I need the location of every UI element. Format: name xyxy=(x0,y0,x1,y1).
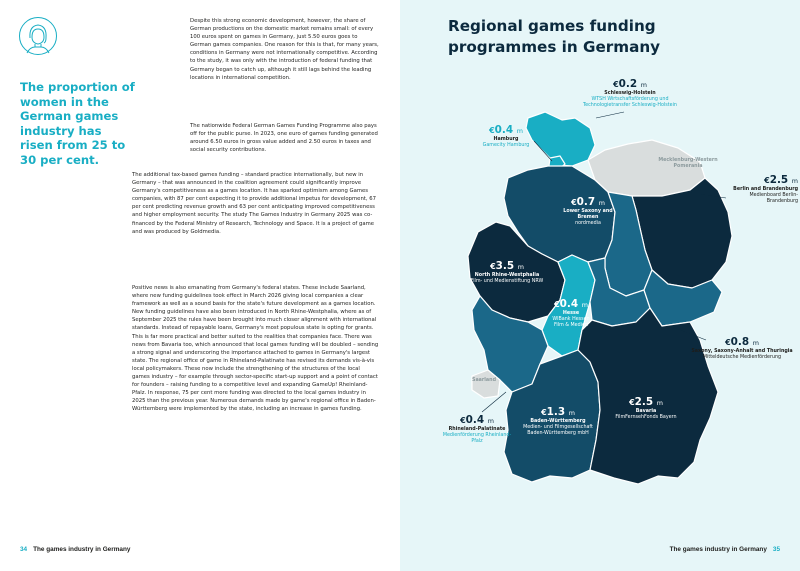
body-column-c xyxy=(132,171,379,244)
body-column-b xyxy=(190,122,379,162)
label-bavaria: €2.5 m Bavaria FilmFernsehFonds Bayern xyxy=(615,396,677,420)
page-number: 34 xyxy=(20,546,28,553)
paragraph: Despite this strong economic development, however, the share of German productions on the domestic market remains small: of every 100 euros spent on games in Germany, just 5.50 euros goes to German games companies. One reason for this is that, for many years, conditions in Germany were not internationally competitive. According to the study, it was only with the introduction of federal funding that Germany began to catch up, although it still lags behind the leading locations in international competition. xyxy=(190,18,379,81)
woman-avatar-icon xyxy=(18,16,58,56)
map-title: Regional games funding programmes in Germany xyxy=(448,17,661,56)
footer-title: The games industry in Germany xyxy=(669,546,767,553)
paragraph: The additional tax-based games funding – standard practice internationally, but new in Germany – that was announced in the coalition agreement could significantly improve Germany's competitiveness as a games location. It has sparked optimism among Games companies, with 87 per cent expecting it to provide additional impetus for development, 67 per cent predicting revenue growth and 63 per cent anticipating improved competitiveness and higher employment security. The study The Games Industry in Germany 2025 was co-financed by the Federal Ministry of Research, Technology and Space. It is a project of game and was produced by Goldmedia. xyxy=(132,172,376,235)
label-hesse: €0.4 m Hesse WIBank Hessen Film & Medien xyxy=(552,298,590,328)
footer-left xyxy=(20,546,130,553)
paragraph: Positive news is also emanating from Germany's federal states. These include Saarland, where new funding guidelines took effect in March 2026 giving local companies a clear framework as well as a sound basis for the state's future development as a games location. New funding guidelines have also been introduced in North Rhine-Westphalia, where as of September 2025 the rules have been brought into much closer alignment with international standards. Instead of repayable loans, Germany's most populous state is opting for grants. This is far more practical and better suited to the realities that companies face. There was news from Bavaria too, which announced that local games funding will be doubled – sending a strong signal and underscoring the importance attached to games in Germany's largest state. The regional office of game in Rhineland-Palatinate has revised its demands vis-à-vis local policymakers. These now include the strengthening of the structures of the local games industry – for example through sector-specific start-up support and a point of contact for founders – raising funding to a competitive level and expanding GameUp! Rheinland-Pfalz. In response, 75 per cent more funding was directed to the local games industry in 2025 than the previous year. Numerous demands made by game's regional office in Baden-Württemberg were implemented by the state, including an increase in games funding. xyxy=(132,285,379,413)
label-berlin-brandenburg: €2.5 m Berlin and Brandenburg Medienboard Berlin-Brandenburg xyxy=(733,174,798,204)
label-nrw: €3.5 m North Rhine-Westphalia Film- und Medienstiftung NRW xyxy=(470,260,544,284)
pull-quote: The proportion of women in the German games industry has risen from 25 to 30 per cent. xyxy=(20,80,135,167)
label-baden-wuerttemberg: €1.3 m Baden-Württemberg Medien- und Filmgesellschaft Baden-Württemberg mbH xyxy=(523,406,593,436)
page-number: 35 xyxy=(772,546,780,553)
body-column-a xyxy=(190,17,379,90)
label-hamburg: €0.4 m Hamburg Gamecity Hamburg xyxy=(482,124,530,148)
label-schleswig-holstein: €0.2 m Schleswig-Holstein WTSH Wirtschaftsförderung und Technologietransfer Schleswig-Holstein xyxy=(583,78,677,108)
leader-line xyxy=(596,112,624,118)
label-mecklenburg: Mecklenburg-Western Pomerania xyxy=(658,158,718,169)
body-column-d xyxy=(132,284,379,422)
label-saxony-thuringia: €0.8 m Saxony, Saxony-Anhalt and Thuringia Mitteldeutsche Medienförderung xyxy=(691,336,793,360)
label-rhineland-palatinate: €0.4 m Rhineland-Palatinate Medienförderung Rheinland-Pfalz xyxy=(442,414,512,444)
label-lower-saxony: €0.7 m Lower Saxony and Bremen nordmedia xyxy=(563,196,613,226)
label-saarland: Saarland xyxy=(471,378,497,383)
paragraph: The nationwide Federal German Games Funding Programme also pays off for the public purse. In 2023, one euro of games funding generated around 6.50 euros in gross value added and 2.50 euros in taxes and social security contributions. xyxy=(190,123,378,154)
footer-title: The games industry in Germany xyxy=(33,546,131,553)
